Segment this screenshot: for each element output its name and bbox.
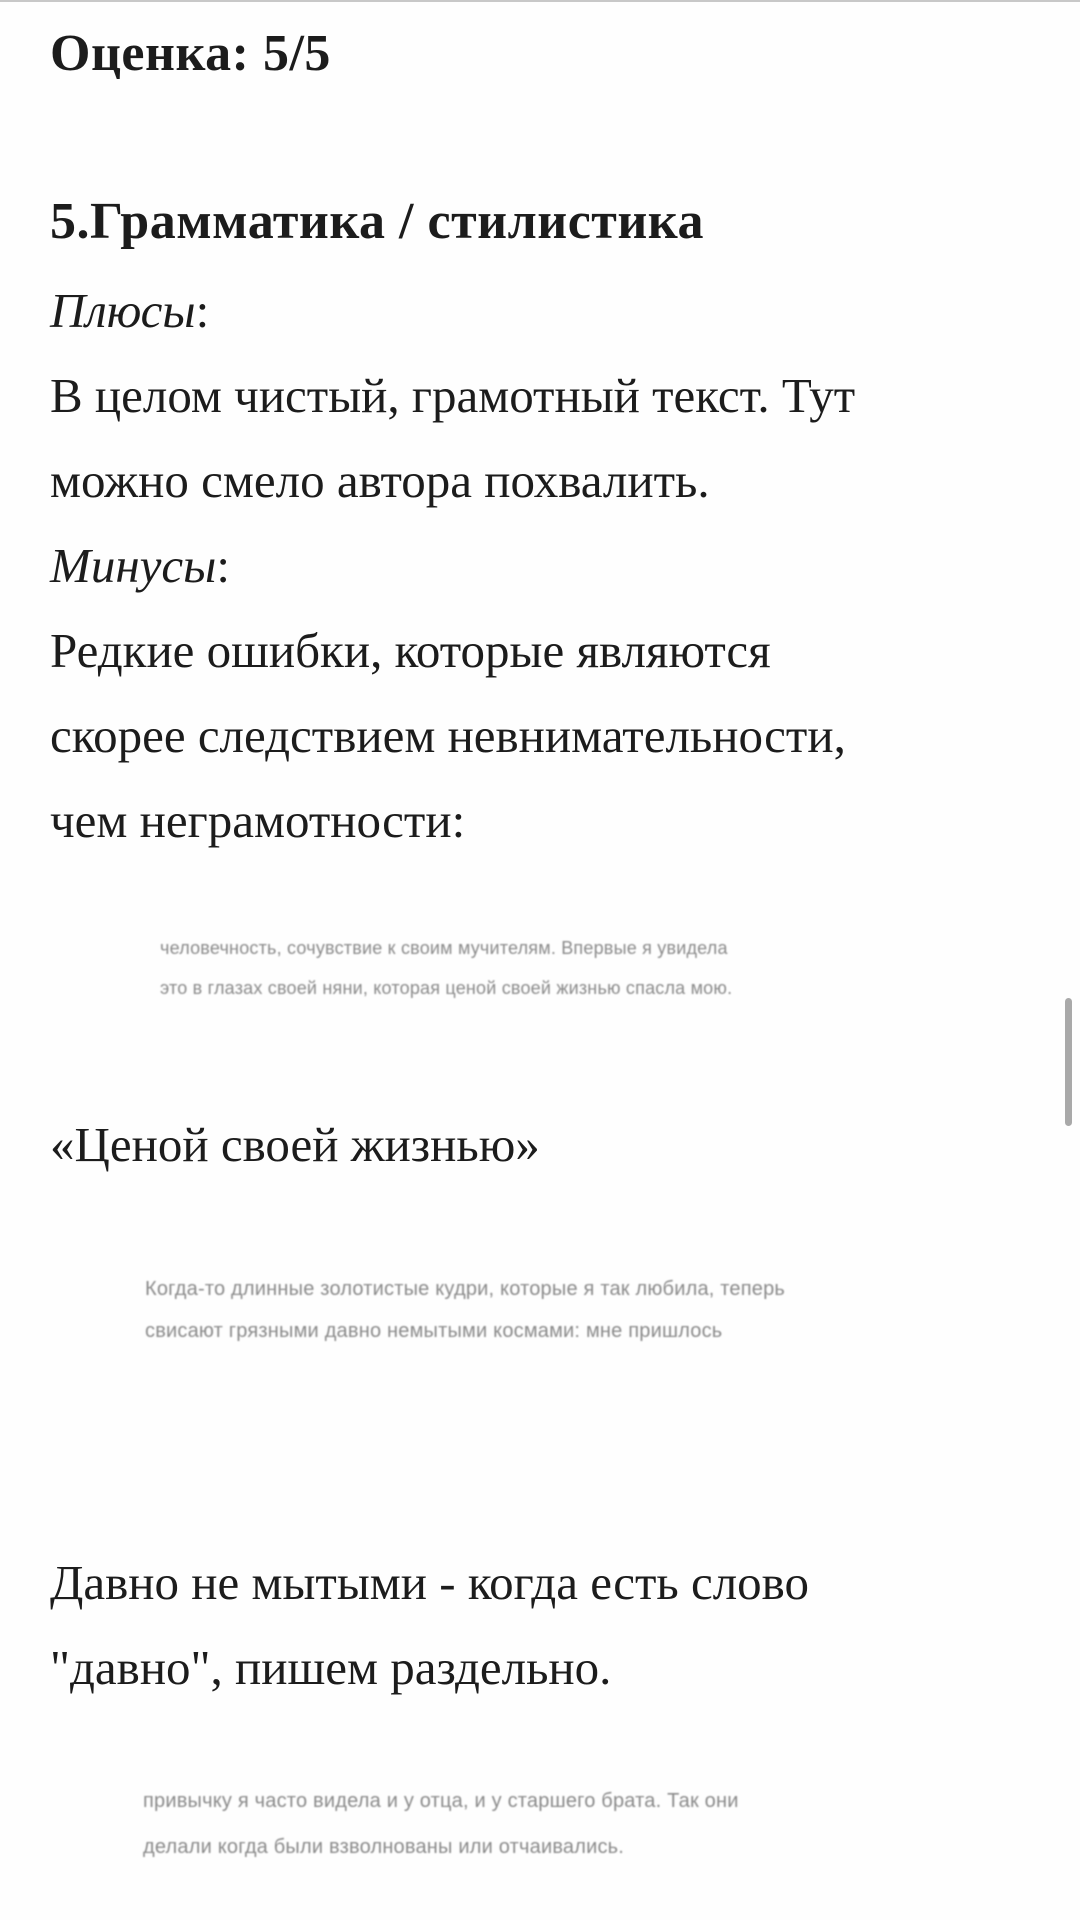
cons-text-line-2: скорее следствием невнимательности, (50, 708, 846, 763)
cons-label-line (50, 523, 230, 609)
vertical-scrollbar[interactable] (1065, 998, 1072, 1126)
top-divider (0, 0, 1080, 2)
quote-line: привычку я часто видела и у отца, и у старшего брата. Так они (143, 1790, 739, 1812)
score-heading: Оценка: 5/5 (50, 25, 331, 82)
quote-line: свисают грязными давно немытыми космами: мне пришлось (145, 1320, 723, 1342)
quote-screenshot-3 (143, 1778, 739, 1870)
quote-line: это в глазах своей няни, которая ценой своей жизнью спасла мою. (160, 978, 733, 998)
section-title: 5.Грамматика / стилистика (50, 193, 704, 250)
quote-line: человечность, сочувствие к своим мучителям. Впервые я увидела (160, 938, 728, 958)
quote-line: Когда-то длинные золотистые кудри, которые я так любила, теперь (145, 1278, 786, 1300)
quote-screenshot-1 (160, 928, 732, 1008)
pros-text-line-1: В целом чистый, грамотный текст. Тут (50, 368, 856, 423)
cons-text-line-3: чем неграмотности: (50, 793, 466, 848)
pros-text-line-2: можно смело автора похвалить. (50, 453, 710, 508)
pros-label: Плюсы (50, 283, 196, 338)
cons-colon: : (216, 538, 230, 593)
pros-label-line (50, 268, 209, 354)
pros-colon: : (195, 283, 210, 338)
cons-label: Минусы (50, 538, 217, 593)
cons-text-line-1: Редкие ошибки, которые являются (50, 623, 771, 678)
example-2-comment-line-2: "давно", пишем раздельно. (50, 1640, 612, 1695)
example-1-comment: «Ценой своей жизнью» (50, 1117, 540, 1172)
example-2-comment-line-1: Давно не мытыми - когда есть слово (50, 1555, 809, 1610)
quote-line: делали когда были взволнованы или отчаивались. (143, 1836, 625, 1858)
quote-screenshot-2 (145, 1268, 785, 1352)
